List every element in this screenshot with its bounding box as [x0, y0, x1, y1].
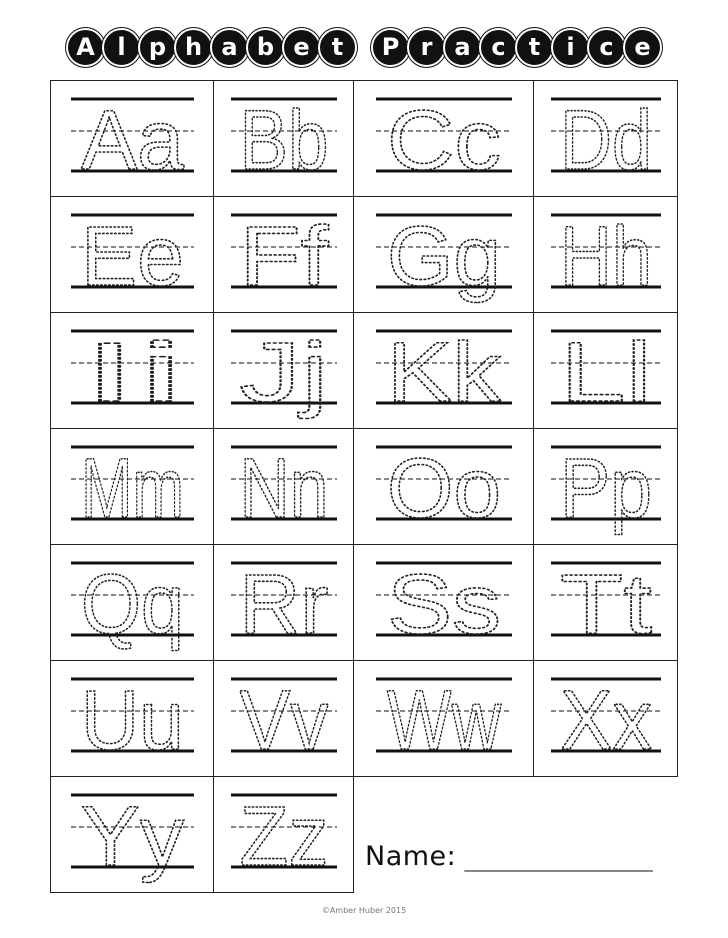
letter-cell — [353, 312, 534, 429]
title-letter-bubble: A — [68, 30, 103, 65]
dotted-letter-pair: Vv — [239, 673, 329, 767]
letter-cell — [353, 80, 534, 197]
letter-cell — [213, 196, 354, 313]
tracing-guide — [354, 197, 534, 313]
tracing-guide — [354, 429, 534, 545]
title-letter-bubble: h — [176, 30, 211, 65]
letter-cell — [50, 196, 214, 313]
tracing-guide — [214, 545, 354, 661]
tracing-guide — [534, 545, 678, 661]
dotted-letter-pair: Gg — [387, 209, 501, 303]
tracing-guide — [534, 429, 678, 545]
title-letter-bubble: e — [284, 30, 319, 65]
dotted-letter-pair: Ii — [81, 325, 184, 419]
tracing-guide — [354, 545, 534, 661]
letter-cell — [353, 196, 534, 313]
tracing-guide — [214, 197, 354, 313]
letter-cell — [353, 544, 534, 661]
dotted-letter-pair: Xx — [560, 673, 652, 767]
letter-cell — [533, 660, 678, 777]
dotted-letter-pair: Rr — [239, 557, 329, 651]
tracing-guide — [534, 313, 678, 429]
name-field — [365, 836, 685, 876]
name-write-line: ______________ — [464, 840, 650, 872]
letter-grid — [50, 80, 677, 891]
dotted-letter-pair: Tt — [560, 557, 652, 651]
title-letter-bubble: l — [104, 30, 139, 65]
tracing-guide — [354, 313, 534, 429]
dotted-letter-pair: Dd — [560, 93, 652, 187]
letter-cell — [50, 660, 214, 777]
dotted-letter-pair: Ss — [387, 557, 501, 651]
title-letter-bubble: b — [248, 30, 283, 65]
dotted-letter-pair: Jj — [239, 325, 329, 419]
dotted-letter-pair: Zz — [239, 789, 329, 883]
tracing-guide — [214, 661, 354, 777]
title-word — [373, 30, 660, 65]
tracing-guide — [51, 81, 214, 197]
name-label: Name: — [365, 840, 457, 872]
letter-cell — [50, 544, 214, 661]
tracing-guide — [51, 313, 214, 429]
letter-cell — [50, 776, 214, 893]
title-letter-bubble: p — [140, 30, 175, 65]
dotted-letter-pair: Ll — [560, 325, 652, 419]
letter-cell — [213, 428, 354, 545]
title-letter-bubble: t — [320, 30, 355, 65]
dotted-letter-pair: Hh — [560, 209, 652, 303]
letter-cell — [213, 544, 354, 661]
dotted-letter-pair: Ee — [81, 209, 184, 303]
dotted-letter-pair: Kk — [387, 325, 503, 419]
letter-cell — [533, 428, 678, 545]
tracing-guide — [214, 777, 354, 893]
letter-cell — [533, 312, 678, 429]
dotted-letter-pair: Ww — [387, 673, 502, 767]
dotted-letter-pair: Qq — [81, 557, 184, 651]
tracing-guide — [51, 661, 214, 777]
tracing-guide — [51, 429, 214, 545]
tracing-guide — [214, 81, 354, 197]
tracing-guide — [534, 81, 678, 197]
letter-cell — [213, 660, 354, 777]
tracing-guide — [51, 545, 214, 661]
title-letter-bubble: r — [409, 30, 444, 65]
dotted-letter-pair: Cc — [387, 93, 501, 187]
letter-cell — [213, 312, 354, 429]
title-letter-bubble: c — [481, 30, 516, 65]
dotted-letter-pair: Aa — [81, 93, 185, 187]
tracing-guide — [51, 197, 214, 313]
tracing-guide — [214, 429, 354, 545]
title-letter-bubble: a — [212, 30, 247, 65]
dotted-letter-pair: Oo — [387, 441, 501, 535]
letter-cell — [213, 776, 354, 893]
tracing-guide — [534, 661, 678, 777]
dotted-letter-pair: Mm — [81, 441, 184, 535]
letter-cell — [50, 428, 214, 545]
title-letter-bubble: a — [445, 30, 480, 65]
title-letter-bubble: P — [373, 30, 408, 65]
dotted-letter-pair: Pp — [560, 441, 652, 535]
copyright-notice: ©Amber Huber 2015 — [321, 906, 407, 915]
letter-cell — [50, 80, 214, 197]
title-letter-bubble: c — [589, 30, 624, 65]
letter-cell — [50, 312, 214, 429]
dotted-letter-pair: Uu — [81, 673, 184, 767]
title-word — [68, 30, 355, 65]
dotted-letter-pair: Yy — [81, 789, 184, 883]
tracing-guide — [51, 777, 214, 893]
tracing-guide — [354, 81, 534, 197]
worksheet-title — [0, 22, 728, 72]
title-letter-bubble: e — [625, 30, 660, 65]
dotted-letter-pair: Nn — [239, 441, 329, 535]
tracing-guide — [354, 661, 534, 777]
letter-cell — [353, 428, 534, 545]
letter-cell — [533, 196, 678, 313]
title-letter-bubble: t — [517, 30, 552, 65]
letter-cell — [213, 80, 354, 197]
tracing-guide — [214, 313, 354, 429]
tracing-guide — [534, 197, 678, 313]
dotted-letter-pair: Ff — [239, 209, 330, 303]
letter-cell — [353, 660, 534, 777]
title-letter-bubble: i — [553, 30, 588, 65]
dotted-letter-pair: Bb — [239, 93, 329, 187]
letter-cell — [533, 80, 678, 197]
letter-cell — [533, 544, 678, 661]
